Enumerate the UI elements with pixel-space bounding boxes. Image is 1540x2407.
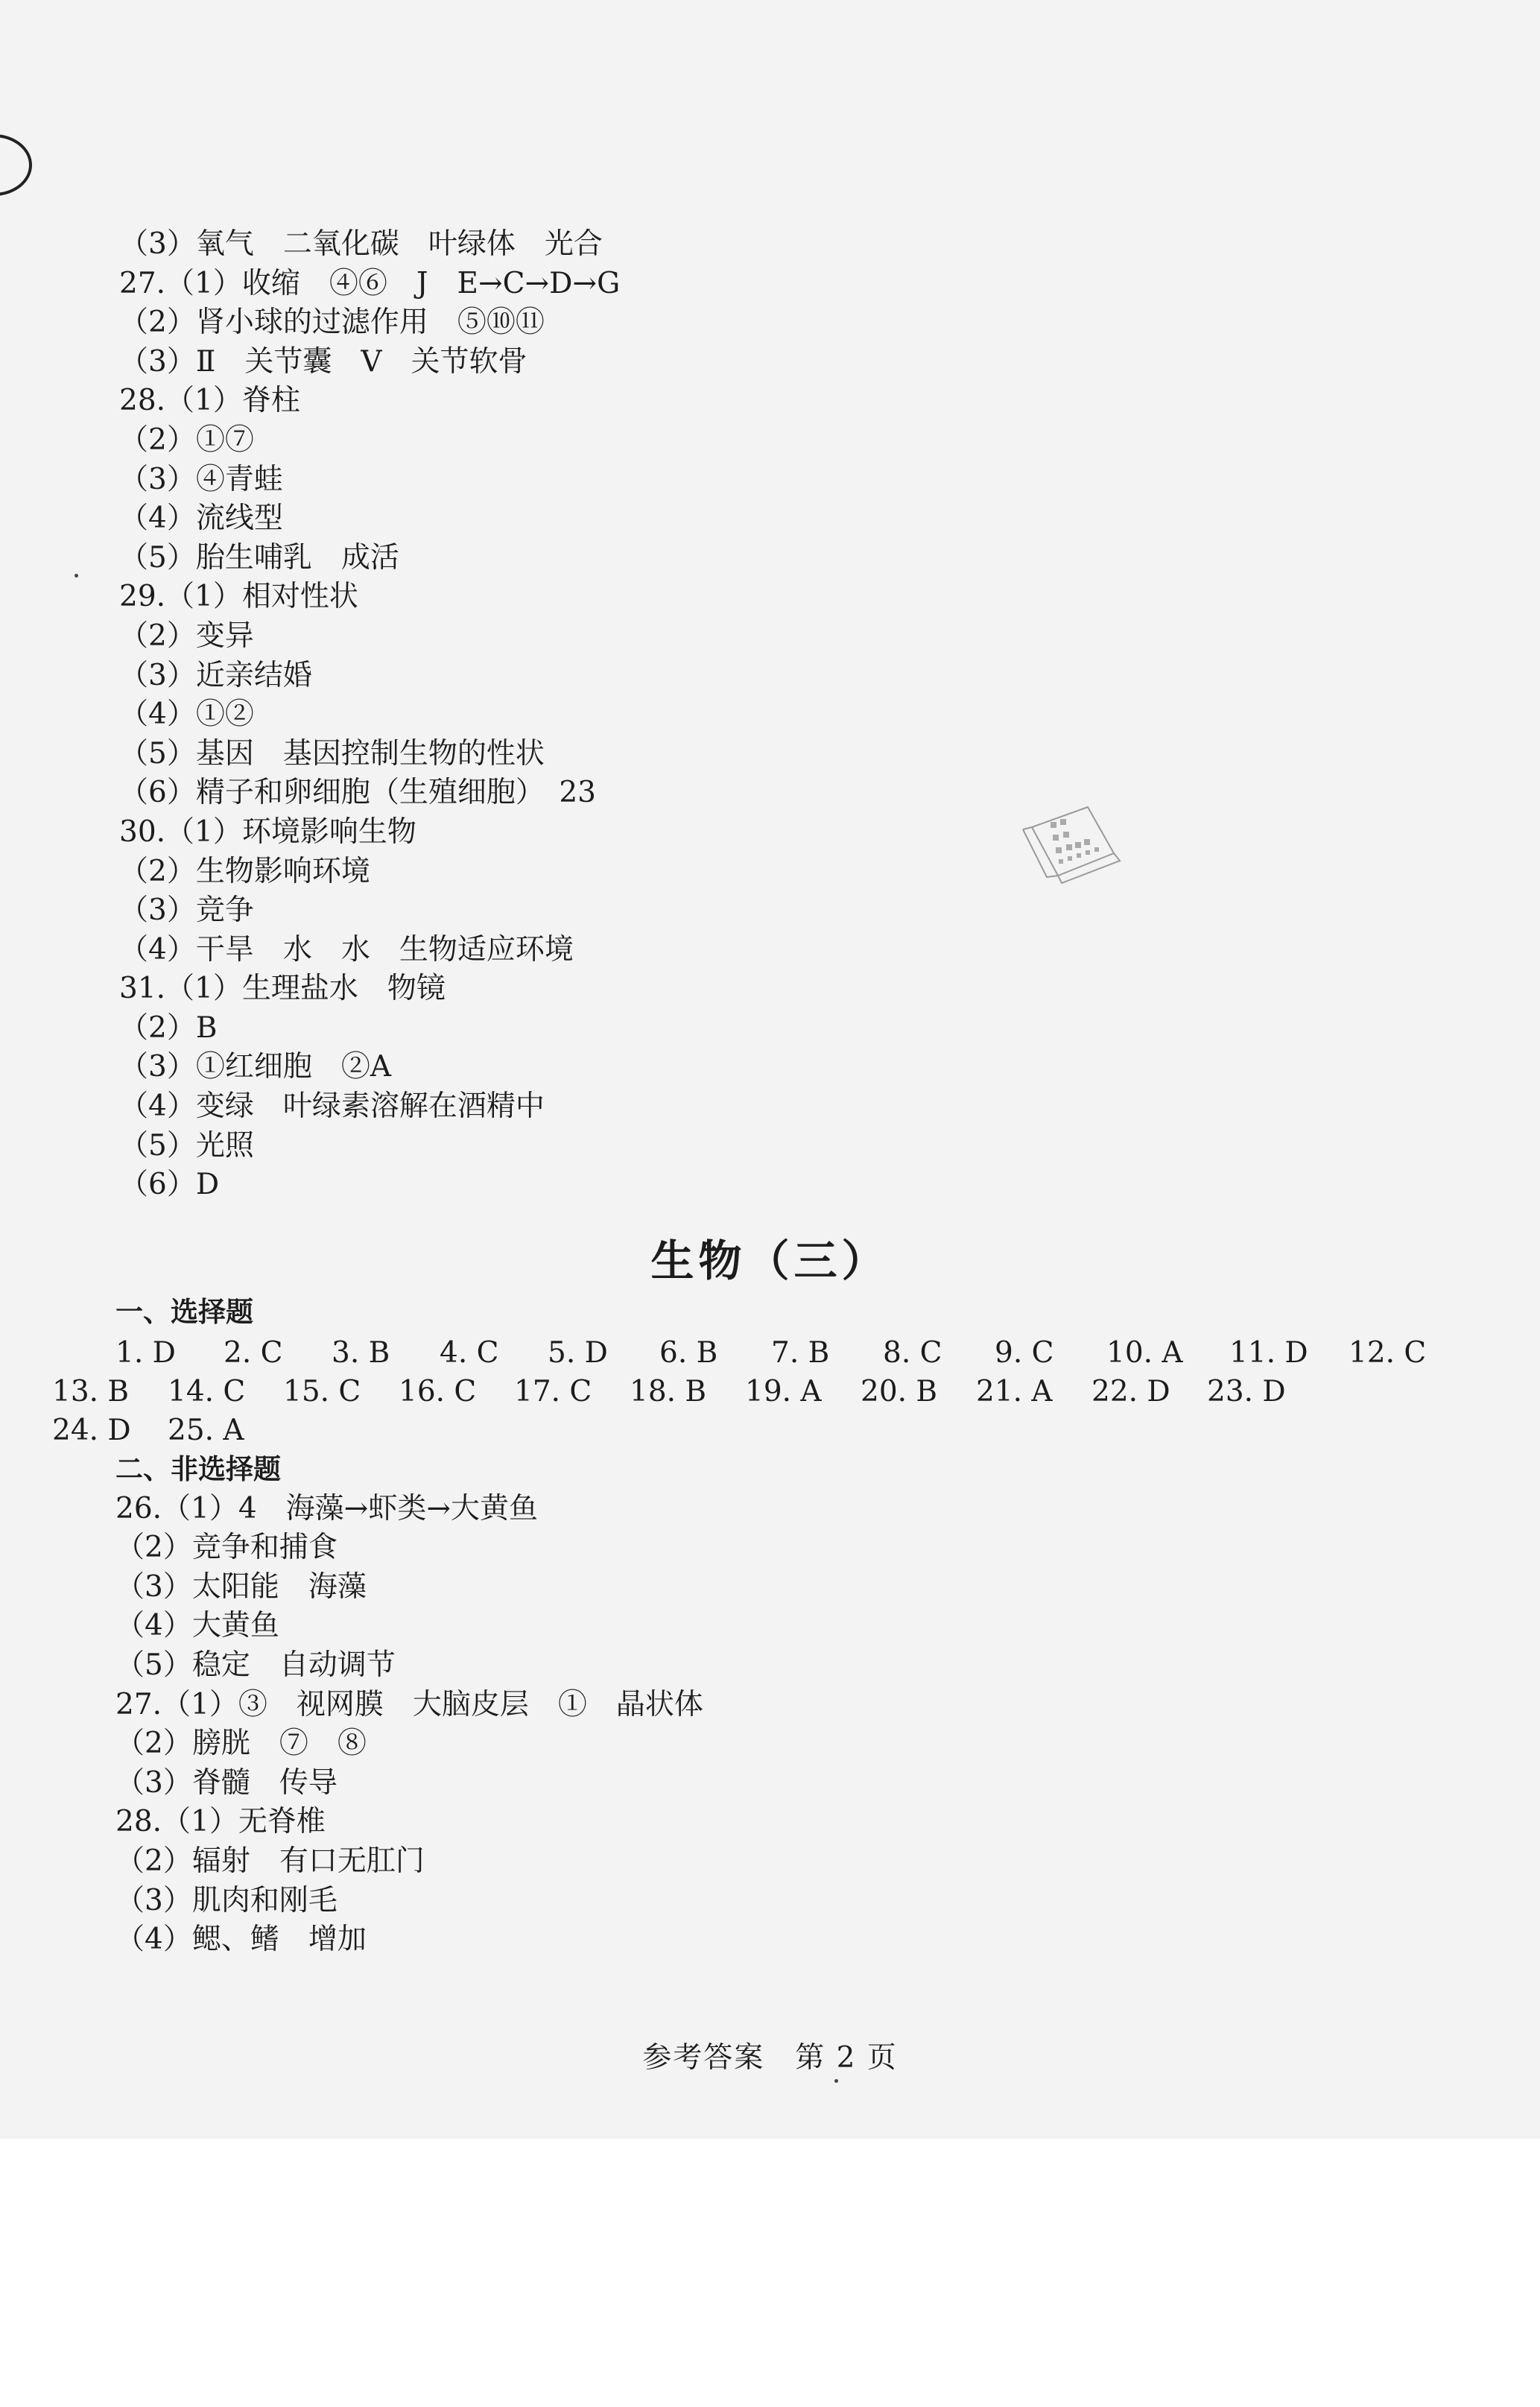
section-heading-choice: 一、选择题 [115, 1296, 253, 1328]
answer-line: （4）干旱 水 水 生物适应环境 [119, 932, 574, 967]
mc-answer: 9. C [995, 1336, 1054, 1370]
mc-answer: 13. B [52, 1375, 130, 1408]
answer-line: 27.（1）收缩 ④⑥ J E→C→D→G [119, 266, 621, 300]
mc-answer: 17. C [514, 1375, 592, 1408]
mc-answer: 2. C [224, 1336, 283, 1370]
mc-answer: 24. D [52, 1414, 131, 1447]
answer-line: （3）④青蛙 [119, 462, 283, 496]
section-heading-nonchoice: 二、非选择题 [115, 1453, 281, 1485]
mc-answer: 10. A [1106, 1336, 1183, 1370]
answer-line: 26.（1）4 海藻→虾类→大黄鱼 [115, 1491, 539, 1525]
answer-line: （3）太阳能 海藻 [115, 1569, 367, 1604]
mc-answer: 25. A [168, 1414, 244, 1447]
answer-line: 31.（1）生理盐水 物镜 [119, 972, 446, 1006]
mc-answer: 15. C [283, 1375, 361, 1408]
answer-line: （4）大黄鱼 [115, 1609, 279, 1643]
answer-line: 28.（1）无脊椎 [115, 1805, 326, 1839]
answer-line: （5）稳定 自动调节 [115, 1648, 396, 1682]
mc-answer: 3. B [332, 1336, 390, 1370]
answer-line: （2）竞争和捕食 [115, 1531, 338, 1565]
answer-line: （2）膀胱 ⑦ ⑧ [115, 1727, 367, 1761]
mc-answer: 16. C [399, 1375, 477, 1408]
mc-answer-row [52, 1411, 350, 1450]
mc-answer: 14. C [168, 1375, 246, 1408]
answer-line: （4）变绿 叶绿素溶解在酒精中 [119, 1089, 545, 1124]
mc-answer: 19. A [745, 1375, 822, 1408]
answer-line: （2）辐射 有口无肛门 [115, 1844, 425, 1878]
stamp-icon [1017, 801, 1129, 887]
mc-answer: 8. C [883, 1336, 942, 1370]
binding-hole-mark [0, 134, 32, 196]
section-title: 生物（三） [650, 1236, 890, 1286]
answer-line: （5）胎生哺乳 成活 [119, 540, 399, 575]
mc-answer: 22. D [1091, 1375, 1170, 1408]
answer-line: （4）鳃、鳍 增加 [115, 1923, 367, 1957]
answer-line: （2）生物影响环境 [119, 854, 370, 888]
answer-line: （5）基因 基因控制生物的性状 [119, 736, 545, 771]
answer-line: （2）①⑦ [119, 423, 254, 457]
mc-answer: 23. D [1207, 1375, 1286, 1408]
answer-line: 29.（1）相对性状 [119, 580, 358, 614]
mc-answer-row [52, 1373, 1286, 1411]
answer-line: （3）氧气 二氧化碳 叶绿体 光合 [119, 227, 603, 261]
answers-part-2 [115, 1293, 253, 1332]
mc-answer: 4. C [440, 1336, 499, 1370]
answer-line: 30.（1）环境影响生物 [119, 815, 416, 849]
mc-answer: 5. D [548, 1336, 608, 1370]
answer-line: （3）脊髓 传导 [115, 1765, 338, 1800]
mc-answer: 7. B [771, 1336, 830, 1370]
mc-answer: 12. C [1349, 1336, 1427, 1370]
answers-part-1 [119, 225, 620, 1205]
page-footer: 参考答案 第 2 页 [642, 2041, 898, 2075]
answer-line: 27.（1）③ 视网膜 大脑皮层 ① 晶状体 [115, 1687, 703, 1721]
answer-line: （6）D [119, 1168, 220, 1202]
answer-line: （4）流线型 [119, 502, 283, 536]
answer-line: （3）①红细胞 ②A [119, 1050, 391, 1084]
answer-line: （3）竞争 [119, 893, 254, 928]
mc-answer: 11. D [1229, 1336, 1308, 1370]
mc-answer: 6. B [659, 1336, 718, 1370]
answer-line: （2）变异 [119, 619, 254, 653]
answer-line: （3）肌肉和刚毛 [115, 1883, 338, 1917]
mc-answer: 21. A [976, 1375, 1053, 1408]
mc-answer-row [115, 1334, 1427, 1373]
print-speck [75, 574, 78, 578]
answer-line: （2）肾小球的过滤作用 ⑤⑩⑪ [119, 306, 545, 340]
answer-line: （5）光照 [119, 1128, 254, 1163]
answer-line: （3）近亲结婚 [119, 658, 312, 692]
answer-line: （2）B [119, 1010, 218, 1045]
mc-answer: 1. D [115, 1336, 176, 1370]
answer-line: （3）Ⅱ 关节囊 Ⅴ 关节软骨 [119, 344, 527, 379]
mc-answer: 20. B [861, 1375, 938, 1408]
print-speck [834, 2079, 838, 2083]
answer-line: （4）①② [119, 698, 254, 732]
answer-line: 28.（1）脊柱 [119, 384, 300, 418]
answer-line: （6）精子和卵细胞（生殖细胞） 23 [119, 776, 596, 810]
answers-part-2-list [115, 1450, 703, 1960]
mc-answer: 18. B [630, 1375, 707, 1408]
